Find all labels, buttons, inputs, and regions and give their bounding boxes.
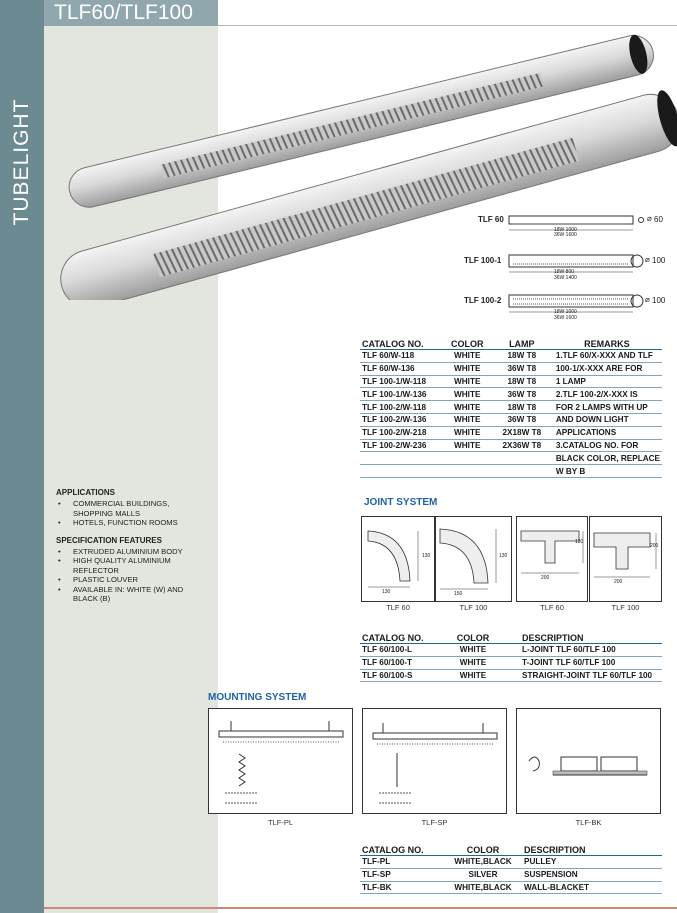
table-cell-remarks: 1.TLF 60/X-XXX AND TLF [552,350,662,363]
table-cell-color: WHITE [443,439,492,452]
table-cell-color [443,465,492,478]
table-row [360,401,662,414]
table-cell-lamp: 18W T8 [492,350,552,363]
product-view-label: TLF 100-1 [464,256,502,265]
col-header: COLOR [446,844,520,856]
diameter-icon: ⌀ [645,255,650,264]
applications-heading: APPLICATIONS [56,488,115,497]
tlf100-2-profile-drawing [507,292,667,322]
joint-drawing-t-tlf60 [516,516,588,602]
list-item: • PLASTIC LOUVER [56,575,206,585]
table-cell-color: WHITE,BLACK [446,881,520,894]
mounting-drawing-pulley [208,708,353,814]
mounting-caption: TLF-BK [575,818,602,827]
table-header-row [360,338,662,350]
joint-drawing-t-tlf100 [589,516,662,602]
joint-table [360,632,662,682]
table-row [360,388,662,401]
table-cell-color: WHITE [443,413,492,426]
table-row [360,656,662,669]
l-joint-drawing [362,517,434,601]
col-header: LAMP [492,338,552,350]
mounting-table [360,844,662,894]
table-header-row [360,632,662,644]
table-cell-remarks: AND DOWN LIGHT [552,413,662,426]
table-cell-color: WHITE [443,350,492,363]
product-view [462,212,672,242]
table-cell-color: WHITE [446,644,500,657]
dim-v: 130 [575,539,584,545]
sidebar-band [0,0,44,913]
table-cell-catalog: TLF 100-1/W-136 [360,388,443,401]
table-cell-lamp [492,452,552,465]
joint-caption: TLF 60 [386,603,410,612]
table-cell-catalog: TLF-SP [360,868,446,881]
table-cell-color: WHITE [446,656,500,669]
table-cell-description: PULLEY [520,856,662,869]
product-view [462,250,672,284]
table-cell-lamp: 36W T8 [492,413,552,426]
table-cell-remarks: 2.TLF 100-2/X-XXX IS [552,388,662,401]
diameter-value: 100 [652,256,666,265]
table-cell-catalog: TLF 100-2/W-236 [360,439,443,452]
table-cell-catalog [360,465,443,478]
table-cell-color: WHITE [443,388,492,401]
table-row [360,465,662,478]
dim-top: 18W 1000 [554,227,577,233]
table-cell-description: T-JOINT TLF 60/TLF 100 [500,656,662,669]
diameter-icon: ⌀ [647,214,652,223]
joint-caption: TLF 60 [540,603,564,612]
table-cell-color: WHITE,BLACK [446,856,520,869]
col-header: REMARKS [552,338,662,350]
dim-h: 200 [614,579,623,585]
t-joint-drawing [590,517,661,601]
table-cell-color: WHITE [443,426,492,439]
table-cell-remarks: 3.CATALOG NO. FOR [552,439,662,452]
table-cell-remarks: BLACK COLOR, REPLACE [552,452,662,465]
joint-drawing-l-tlf100 [435,516,512,602]
table-cell-lamp [492,465,552,478]
table-row [360,452,662,465]
page-title: TLF60/TLF100 [54,1,193,24]
table-cell-remarks: APPLICATIONS [552,426,662,439]
table-cell-color: WHITE [446,669,500,682]
table-cell-catalog: TLF 100-2/W-118 [360,401,443,414]
table-row [360,881,662,894]
suspension-drawing [363,709,506,813]
list-item: • COMMERCIAL BUILDINGS, SHOPPING MALLS [56,499,206,518]
table-cell-lamp: 36W T8 [492,362,552,375]
side-label: TUBELIGHT [10,98,33,226]
table-cell-catalog: TLF 100-2/W-218 [360,426,443,439]
mounting-caption: TLF-SP [421,818,448,827]
table-cell-description: SUSPENSION [520,868,662,881]
table-cell-remarks: W BY B [552,465,662,478]
table-row [360,362,662,375]
table-cell-catalog: TLF 100-2/W-136 [360,413,443,426]
table-cell-lamp: 2X36W T8 [492,439,552,452]
dim-v: 130 [422,553,431,559]
mounting-system-title: MOUNTING SYSTEM [208,692,307,703]
table-cell-catalog [360,452,443,465]
table-row [360,375,662,388]
table-row [360,669,662,682]
product-view [462,290,672,324]
col-header: DESCRIPTION [500,632,662,644]
mounting-drawing-bracket [516,708,661,814]
product-view-label: TLF 60 [478,215,504,224]
list-item: • AVAILABLE IN: WHITE (W) AND BLACK (B) [56,585,206,604]
table-cell-catalog: TLF 60/W-136 [360,362,443,375]
diameter-value: 60 [654,215,663,224]
specification-heading: SPECIFICATION FEATURES [56,535,162,545]
diameter-icon: ⌀ [645,295,650,304]
table-row [360,644,662,657]
dim-v: 200 [650,543,659,549]
table-row [360,868,662,881]
catalog-table [360,338,662,478]
mounting-caption: TLF-PL [267,818,293,827]
col-header: DESCRIPTION [520,844,662,856]
product-view-label: TLF 100-2 [464,296,502,305]
table-row [360,856,662,869]
list-item: • HIGH QUALITY ALUMINIUM REFLECTOR [56,556,206,575]
tlf60-profile-drawing [507,214,667,240]
applications-block [56,488,206,612]
dim-bottom: 36W 1400 [554,275,577,281]
col-header: CATALOG NO. [360,338,443,350]
diameter-value: 100 [652,296,666,305]
dim-h: 130 [382,589,391,595]
table-header-row [360,844,662,856]
dim-h: 200 [541,575,550,581]
wall-bracket-drawing [517,709,660,813]
tlf100-1-profile-drawing [507,252,667,282]
table-row [360,413,662,426]
list-item: • EXTRUDED ALUMINIUM BODY [56,547,206,557]
col-header: CATALOG NO. [360,632,446,644]
table-cell-catalog: TLF 60/W-118 [360,350,443,363]
col-header: COLOR [446,632,500,644]
joint-caption: TLF 100 [611,603,640,612]
table-cell-remarks: FOR 2 LAMPS WITH UP [552,401,662,414]
table-cell-lamp: 36W T8 [492,388,552,401]
col-header: COLOR [443,338,492,350]
joint-drawing-l-tlf60 [361,516,435,602]
dim-top: 18W 1000 [554,309,577,315]
table-cell-color [443,452,492,465]
table-row [360,439,662,452]
mounting-drawing-suspension [362,708,507,814]
table-cell-catalog: TLF 60/100-T [360,656,446,669]
dim-bottom: 36W 1600 [554,315,577,321]
table-cell-catalog: TLF 60/100-S [360,669,446,682]
table-cell-description: L-JOINT TLF 60/TLF 100 [500,644,662,657]
dim-top: 18W 800 [554,269,575,275]
table-cell-remarks: 100-1/X-XXX ARE FOR [552,362,662,375]
bottom-rule [44,907,677,909]
table-cell-lamp: 18W T8 [492,401,552,414]
table-cell-color: SILVER [446,868,520,881]
list-item: • HOTELS, FUNCTION ROOMS [56,518,206,528]
l-joint-drawing [436,517,511,601]
table-cell-color: WHITE [443,401,492,414]
col-header: CATALOG NO. [360,844,446,856]
dim-bottom: 36W 1600 [554,232,577,238]
joint-system-title: JOINT SYSTEM [364,497,438,508]
dim-v: 130 [499,553,508,559]
table-cell-remarks: 1 LAMP [552,375,662,388]
table-cell-catalog: TLF-BK [360,881,446,894]
table-cell-catalog: TLF 60/100-L [360,644,446,657]
table-cell-catalog: TLF-PL [360,856,446,869]
t-joint-drawing [517,517,587,601]
table-cell-color: WHITE [443,375,492,388]
table-cell-lamp: 18W T8 [492,375,552,388]
table-cell-lamp: 2X18W T8 [492,426,552,439]
table-cell-description: STRAIGHT-JOINT TLF 60/TLF 100 [500,669,662,682]
table-cell-color: WHITE [443,362,492,375]
table-cell-description: WALL-BLACKET [520,881,662,894]
dim-h: 150 [454,591,463,597]
joint-caption: TLF 100 [459,603,488,612]
table-row [360,350,662,363]
pulley-drawing [209,709,352,813]
table-row [360,426,662,439]
table-cell-catalog: TLF 100-1/W-118 [360,375,443,388]
